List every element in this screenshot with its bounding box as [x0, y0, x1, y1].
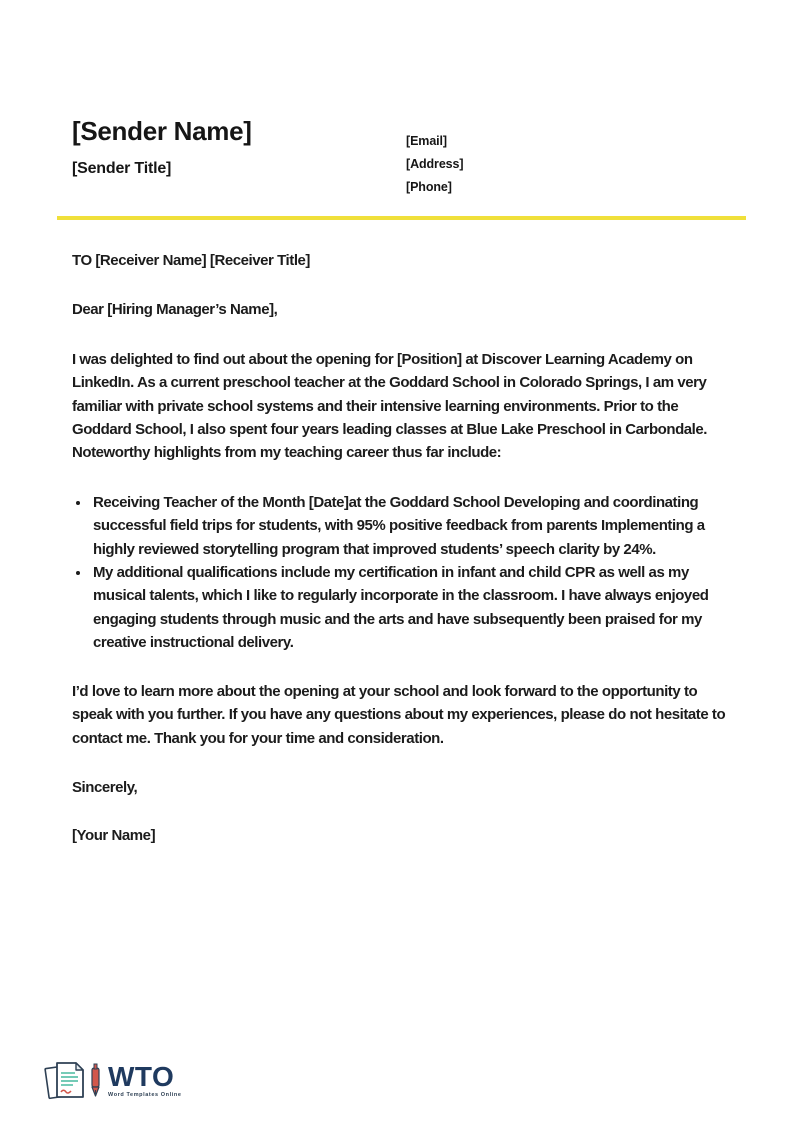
list-item: • Receiving Teacher of the Month [Date]at the Goddard School Developing and coordinating successful field trips for students, with 95% positive feedback from parents Implementing a highly reviewed storytelling program that improved students’ speech clarity by 24%.	[91, 491, 730, 561]
logo-text-block	[108, 1060, 182, 1098]
contact-phone: [Phone]	[406, 180, 452, 194]
sign-off: Sincerely,	[72, 778, 138, 796]
sender-name: [Sender Name]	[72, 116, 252, 146]
contact-address: [Address]	[406, 157, 464, 171]
salutation: Dear [Hiring Manager’s Name],	[72, 301, 278, 319]
logo-wordmark: WTO	[108, 1060, 175, 1092]
document-pen-icon	[44, 1059, 106, 1101]
closing-paragraph: I’d love to learn more about the opening at your school and look forward to the opportunity to speak with you further. If you have any questions about my experiences, please do not hesitate to contact me. Thank you for your time and consideration.	[72, 682, 726, 747]
list-item: • My additional qualifications include my certification in infant and child CPR as well as my musical talents, which I like to regularly incorporate in the classroom. I have always enjoyed engaging students through music and the arts and have subsequently been praised for my creative instructional delivery.	[91, 561, 730, 655]
intro-paragraph: I was delighted to find out about the opening for [Position] at Discover Learning Academy on LinkedIn. As a current preschool teacher at the Goddard School in Colorado Springs, I am very familiar with private school systems and their intensive learning environments. Prior to the Goddard School, I also spent four years leading classes at Blue Lake Preschool in Carbondale. Noteworthy highlights from my teaching career thus far include:	[72, 350, 708, 462]
contact-email: [Email]	[406, 134, 447, 148]
letter-body	[72, 249, 730, 874]
highlights-list	[72, 491, 730, 655]
logo-tagline: Word Templates Online	[108, 1091, 182, 1098]
wto-logo	[44, 1059, 182, 1101]
signature-placeholder: [Your Name]	[72, 827, 156, 845]
contact-block	[406, 134, 463, 203]
sender-title: [Sender Title]	[72, 160, 172, 177]
to-line: TO [Receiver Name] [Receiver Title]	[72, 252, 310, 269]
letter-header	[72, 116, 252, 178]
header-divider	[57, 216, 746, 220]
